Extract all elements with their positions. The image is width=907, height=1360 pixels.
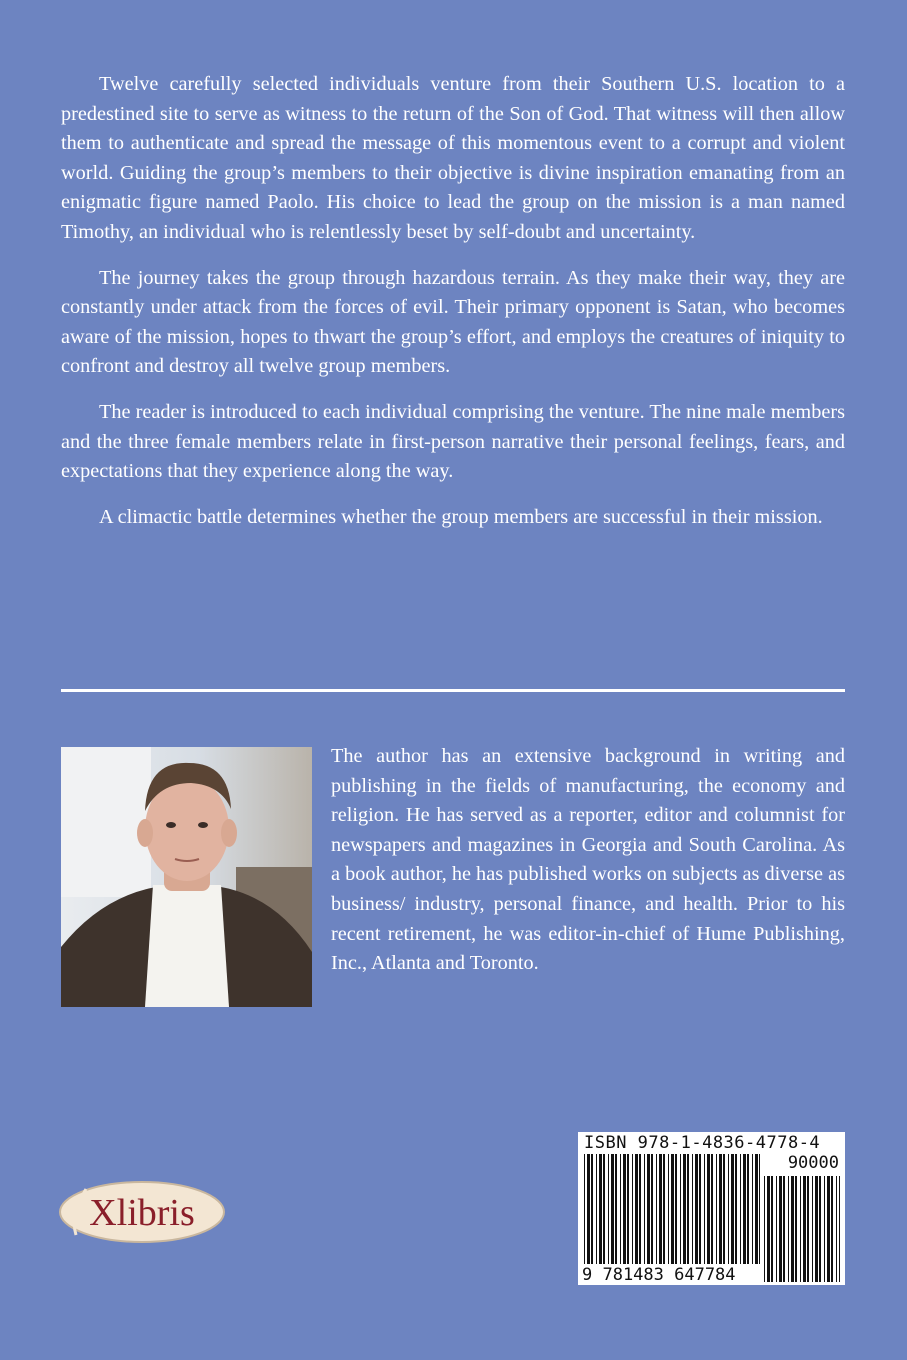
barcode-bar [680,1154,681,1264]
isbn-text: ISBN 978-1-4836-4778-4 [584,1133,821,1153]
barcode-bar [596,1154,597,1264]
blurb-paragraph: A climactic battle determines whether the group members are successful in their mission. [99,505,823,528]
barcode-bar [824,1176,825,1282]
barcode-bar [615,1154,617,1264]
barcode-bar [620,1154,621,1264]
barcode-bar [651,1154,653,1264]
ean-digits-text: 9 781483 647784 [582,1265,736,1285]
barcode-bar [759,1154,760,1264]
barcode-bar [671,1154,674,1264]
barcode-bar [591,1154,593,1264]
barcode-bar [735,1154,737,1264]
barcode-bar [819,1176,821,1282]
barcode-bar [755,1154,758,1264]
barcode-bar [728,1154,729,1264]
publisher-logo-text: Xlibris [89,1192,195,1234]
barcode-bar [807,1176,809,1282]
barcode-bar [627,1154,629,1264]
barcode-bar [699,1154,701,1264]
barcode-bar [783,1176,785,1282]
barcode-addon-bars [764,1176,840,1282]
barcode-bar [827,1176,830,1282]
barcode-bar [767,1176,770,1282]
barcode-bar [795,1176,797,1282]
barcode-bar [587,1154,590,1264]
barcode-bar [831,1176,833,1282]
barcode-bar [716,1154,717,1264]
back-cover-blurb [61,70,845,548]
barcode-bar [639,1154,641,1264]
barcode-bar [659,1154,662,1264]
barcode-bar [771,1176,773,1282]
barcode-bar [812,1176,813,1282]
barcode-bar [707,1154,710,1264]
barcode-bar [752,1154,753,1264]
barcode-bar [704,1154,705,1264]
barcode-bar [719,1154,722,1264]
barcode-bar [668,1154,669,1264]
barcode-bar [692,1154,693,1264]
barcode-bar [647,1154,650,1264]
barcode-bar [599,1154,602,1264]
section-divider [61,689,845,692]
barcode-bar [687,1154,689,1264]
barcode-bar [623,1154,626,1264]
barcode-bar [656,1154,657,1264]
barcode-bar [723,1154,725,1264]
barcode-bar [776,1176,777,1282]
price-code-text: 90000 [787,1153,839,1173]
barcode-bar [779,1176,782,1282]
barcode-bar [608,1154,609,1264]
barcode-bar [695,1154,698,1264]
barcode-bar [635,1154,638,1264]
barcode-bar [836,1176,837,1282]
barcode-bar [711,1154,713,1264]
xlibris-logo-icon [56,1175,228,1247]
author-bio: The author has an extensive background in writing and publishing in the fields of manufacturing, the economy and religion. He has served as a reporter, editor and columnist for newspapers and magazines in Georgia and South Carolina. As a book author, he has published works on subjects as diverse as business/ industry, personal finance, and health. Prior to his recent retirement, he was editor-in-chief of Hume Publishing, Inc., Atlanta and Toronto. [331,745,846,975]
barcode-bar [632,1154,633,1264]
barcode-bar [743,1154,746,1264]
barcode-bar [788,1176,789,1282]
barcode-bar [675,1154,677,1264]
author-photo [61,747,312,1007]
barcode-bar [839,1176,840,1282]
blurb-paragraph: Twelve carefully selected individuals venture from their Southern U.S. location to a predestined site to serve as witness to the return of the Son of God. That witness will then allow them to authenticate and spread the message of this momentous event to a corrupt and violent world. Guiding the group’s members to their objective is divine inspiration emanating from an enigmatic figure named Paolo. His choice to lead the group on the mission is a man named Timothy, an individual who is relentlessly beset by self-doubt and uncertainty. [61,73,845,243]
blurb-paragraph: The journey takes the group through hazardous terrain. As they make their way, they are constantly under attack from the forces of evil. Their primary opponent is Satan, who becomes aware of the mission, hopes to thwart the group’s effort, and employs the creatures of iniquity to confront and destroy all twelve group members. [61,266,845,378]
barcode-bar [740,1154,741,1264]
barcode-bar [815,1176,818,1282]
publisher-logo [56,1175,228,1247]
barcode-bar [644,1154,645,1264]
barcode-bar [663,1154,665,1264]
barcode-bar [803,1176,806,1282]
author-portrait-image [61,747,312,1007]
barcode-bar [584,1154,585,1264]
barcode-bar [731,1154,734,1264]
barcode-bar [764,1176,765,1282]
barcode-bar [791,1176,794,1282]
barcode-bar [747,1154,749,1264]
isbn-barcode [578,1132,845,1285]
blurb-paragraph: The reader is introduced to each individual comprising the venture. The nine male members and the three female members relate in first-person narrative their personal feelings, fears, and expectations that they experience along the way. [61,400,845,483]
barcode-bar [800,1176,801,1282]
barcode-bar [603,1154,605,1264]
barcode-bars [584,1154,760,1264]
barcode-bar [683,1154,686,1264]
barcode-bar [611,1154,614,1264]
